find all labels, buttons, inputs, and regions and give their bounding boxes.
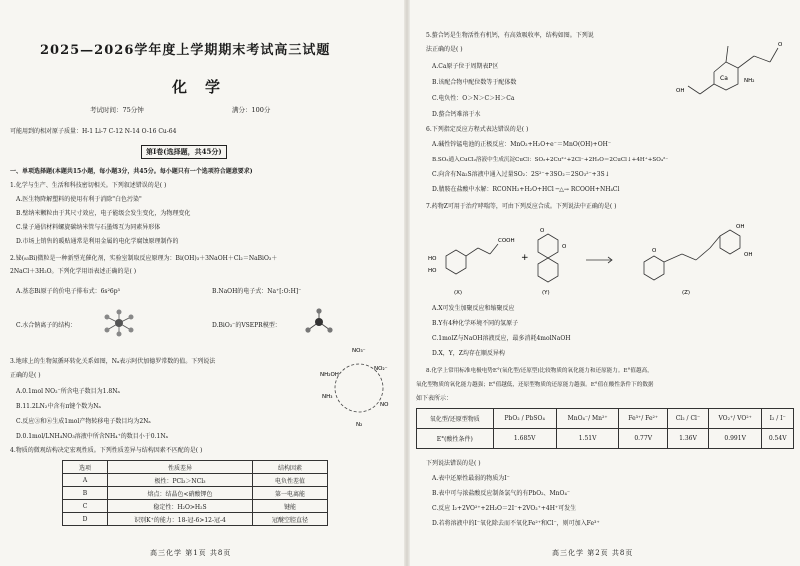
q5-stem-line-2: 法正确的是( ) [426, 46, 463, 53]
q6-option-b: B.SO₂通入CuCl₂溶液中生成沉淀CuCl：SO₂+2Cu²⁺+2Cl⁻+2H₂O＝2CuCl↓+4H⁺+SO₄²⁻ [432, 157, 669, 163]
table-cell: C [63, 500, 108, 513]
table-row [63, 474, 328, 487]
y-o-label-1: O [540, 228, 545, 234]
q2-option-d: D.BiO₃⁻的VSEPR模型： [212, 322, 281, 329]
page-fold [404, 0, 410, 566]
q7-stem: 7.药物Z可用于治疗哮喘等，可由下列反应合成。下列说法中正确的是( ) [426, 203, 617, 210]
y-o-label-2: O [562, 244, 567, 250]
table-header-cell: 性质差异 [108, 461, 253, 474]
section-1-heading: 一、单项选择题(本题共15小题，每小题3分，共45分。每小题只有一个选项符合题意要求) [10, 168, 253, 175]
table-row [417, 409, 794, 429]
table-cell: D [63, 513, 108, 526]
q6-stem: 6.下列指定反应方程式表达错误的是( ) [426, 126, 529, 133]
table-header-cell: I₂ / I⁻ [762, 409, 794, 429]
q5-option-c: C.电负性：O＞N＞C＞H＞Ca [432, 95, 515, 102]
table-cell: 稳定性：H₂O>H₂S [108, 500, 253, 513]
mol-label-x: (X) [454, 290, 463, 296]
q3-option-c: C.反应③和⑥生成1mol产物转移电子数目均为2Nₐ [16, 418, 151, 425]
plus-sign: + [521, 253, 529, 263]
table-cell: 极性：PCl₃＞NCl₃ [108, 474, 253, 487]
q3-option-b: B.11.2LN₂中含有π键个数为Nₐ [16, 403, 101, 410]
q3-stem-line-2: 正确的是( ) [10, 372, 41, 379]
q2-stem-line-1: 2.铋(₈₃Bi)微粒是一种新型光催化剂，实验室制取反应原理为：Bi(OH)₃＋3NaOH＋Cl₂＝NaBiO₃＋ [10, 255, 278, 262]
q6-option-c: C.向含有Na₂S溶液中通入过量SO₂：2S²⁻+3SO₂＝2SO₃²⁻+3S↓ [432, 171, 610, 178]
q1-option-c: C.量子通信材料螺旋碳纳米管与石墨烯互为同素异形体 [16, 224, 161, 231]
q8-stem-line-2: 氧化型物质的氧化能力越强；E°值越低，还原型物质的还原能力越强。E°值在酸性条件下的数据 [416, 382, 654, 388]
page-2 [412, 0, 800, 566]
q4-table [62, 460, 328, 526]
q8-stem-line-1: 8.化学上常用标准电极电势E°(氧化型/还原型)比较物质的氧化能力和还原能力。E°值越高， [426, 368, 653, 374]
q7-reaction-scheme [426, 214, 788, 300]
mol-label-y: (Y) [542, 290, 550, 296]
cycle-label-no2: NO₂⁻ [374, 366, 388, 372]
cycle-label-nh3: NH₃ [322, 394, 333, 400]
nitrogen-cycle-diagram [320, 340, 398, 432]
ca-label: Ca [720, 75, 728, 82]
hydrated-sodium-ion-diagram [98, 308, 140, 338]
q6-option-d: D.腈胺在盐酸中水解：RCONH₂+H₂O+HCl ─△→ RCOOH+NH₄Cl [432, 186, 620, 193]
table-header-cell: Fe³⁺/ Fe²⁺ [619, 409, 668, 429]
z-o-label: O [652, 248, 657, 254]
table-cell: E°(酸性条件) [417, 429, 494, 449]
q8-option-c: C.反应 I₂+2VO²⁺+2H₂O＝2I⁻+2VO₂⁺+4H⁺可发生 [432, 505, 577, 512]
q5-option-a: A.Ca原子位于周期表P区 [432, 63, 499, 70]
q1-stem: 1.化学与生产、生活和科技密切相关。下列叙述错误的是( ) [10, 182, 167, 189]
cycle-label-no: NO [380, 402, 389, 408]
part-1-heading: 第Ⅰ卷(选择题，共45分) [141, 145, 227, 159]
q8-option-b: B.表中可与浓盐酸反应制备氯气的有PbO₂、MnO₄⁻ [432, 490, 571, 497]
subject-heading: 化学 [172, 78, 239, 96]
table-cell: 1.685V [493, 429, 556, 449]
q2-option-a: A.基态Bi原子的价电子排布式：6s²6p³ [16, 288, 120, 295]
table-header-cell: 氧化型/还原型物质 [417, 409, 494, 429]
vsepr-model-diagram [302, 308, 336, 336]
exam-time: 考试时间：75分钟 [90, 106, 144, 114]
q2-option-c: C.水合钠离子的结构： [16, 322, 77, 329]
q8-option-d: D.若将溶液中的I⁻氧化除去而不氧化Fe²⁺和Cl⁻，则可加入Fe³⁺ [432, 520, 600, 527]
q8-sub-stem: 下列说法错误的是( ) [426, 460, 481, 467]
full-score: 满分：100分 [232, 106, 271, 114]
oh-label: OH [676, 88, 685, 94]
table-row [63, 500, 328, 513]
table-header-cell: Cl₂ / Cl⁻ [667, 409, 708, 429]
z-oh-label-1: OH [736, 224, 745, 230]
q1-option-d: D.市场上销售的暖贴通常是利用金属的电化学腐蚀原理制作的 [16, 238, 179, 245]
table-cell: 0.991V [708, 429, 761, 449]
page-2-footer: 高三化学 第2页 共8页 [552, 549, 634, 557]
x-ho-label-1: HO [428, 256, 437, 262]
o-label: O [778, 42, 783, 48]
atomic-mass-line: 可能用到的相对原子质量：H-1 Li-7 C-12 N-14 O-16 Cu-64 [10, 128, 177, 135]
q8-stem-line-3: 如下表所示： [416, 395, 453, 402]
table-cell: 识别K⁺的能力：18-冠-6>12-冠-4 [108, 513, 253, 526]
table-cell: B [63, 487, 108, 500]
q5-stem: 5.螯合钙是生物活性有机钙，有高效吸收率，结构如图。下列说 [426, 32, 594, 39]
table-row [417, 429, 794, 449]
q8-option-a: A.表中还原性最弱的物质为I⁻ [432, 475, 510, 482]
table-header-cell: VO₂⁺/ VO²⁺ [708, 409, 761, 429]
q7-option-a: A.X可发生加聚反应和缩聚反应 [432, 305, 515, 312]
q7-option-c: C.1molZ与NaOH溶液反应，最多消耗4molNaOH [432, 335, 571, 342]
q8-potential-table [416, 408, 794, 449]
cycle-label-no3: NO₃⁻ [352, 348, 366, 354]
q3-stem: 3.地球上的生物氮循环转化关系如图，Nₐ表示阿伏加德罗常数的值。下列说法 [10, 358, 216, 365]
q2-stem-line-2: 2NaCl＋3H₂O。下列化学用语表述正确的是( ) [10, 268, 137, 275]
table-cell: 0.77V [619, 429, 668, 449]
table-cell: 1.51V [556, 429, 619, 449]
table-cell: 第一电离能 [253, 487, 328, 500]
nh2-label: NH₂ [744, 78, 755, 84]
exam-title: 2025—2026学年度上学期期末考试高三试题 [40, 43, 331, 58]
q1-option-a: A.医生物降解塑料的使用有利于消除"白色污染" [16, 196, 142, 203]
table-cell: 0.54V [762, 429, 794, 449]
q5-option-b: B.该配合物中配位数等于配体数 [432, 79, 517, 86]
table-row [63, 513, 328, 526]
table-cell: 熔点：结晶色<硝酸钾色 [108, 487, 253, 500]
mol-label-z: (Z) [682, 290, 691, 296]
table-cell: A [63, 474, 108, 487]
q2-option-b: B.NaOH的电子式：Na⁺[:O:H]⁻ [212, 288, 302, 295]
table-cell: 1.36V [667, 429, 708, 449]
q7-option-b: B.Y有4种化学环境不同的氢原子 [432, 320, 519, 327]
cycle-label-n2: N₂ [356, 422, 363, 428]
q6-option-a: A.碱性锌锰电池的正极反应：MnO₂+H₂O+e⁻＝MnO(OH)+OH⁻ [432, 141, 612, 148]
table-cell: 电负性差值 [253, 474, 328, 487]
x-ho-label-2: HO [428, 268, 437, 274]
q3-option-a: A.0.1mol NO₂⁻所含电子数目为1.8Nₐ [16, 388, 120, 395]
table-cell: 键能 [253, 500, 328, 513]
table-header-cell: 选项 [63, 461, 108, 474]
table-header-row [63, 461, 328, 474]
chelated-calcium-structure [674, 22, 792, 122]
q1-option-b: B.壁纳米颗粒由于其尺寸效应，电子能级会发生变化，为物理变化 [16, 210, 191, 217]
q5-option-d: D.螯合钙难溶于水 [432, 111, 481, 118]
table-header-cell: 结构因素 [253, 461, 328, 474]
page-1-footer: 高三化学 第1页 共8页 [150, 549, 232, 557]
table-cell: 冠醚空腔直径 [253, 513, 328, 526]
table-header-cell: PbO₂ / PbSO₄ [493, 409, 556, 429]
q7-option-d: D.X，Y，Z均存在顺反异构 [432, 350, 505, 357]
cycle-label-nh2oh: NH₂OH [320, 372, 339, 378]
q3-option-d: D.0.1mol/LNH₄NO₃溶液中所含NH₄⁺的数目小于0.1Nₐ [16, 433, 168, 440]
z-oh-label-2: OH [744, 252, 753, 258]
q4-stem: 4.物质的微观结构决定宏观性质。下列性质差异与结构因素不匹配的是( ) [10, 447, 203, 454]
table-row [63, 487, 328, 500]
x-cooh-label: COOH [498, 238, 515, 244]
table-header-cell: MnO₄⁻/ Mn²⁺ [556, 409, 619, 429]
